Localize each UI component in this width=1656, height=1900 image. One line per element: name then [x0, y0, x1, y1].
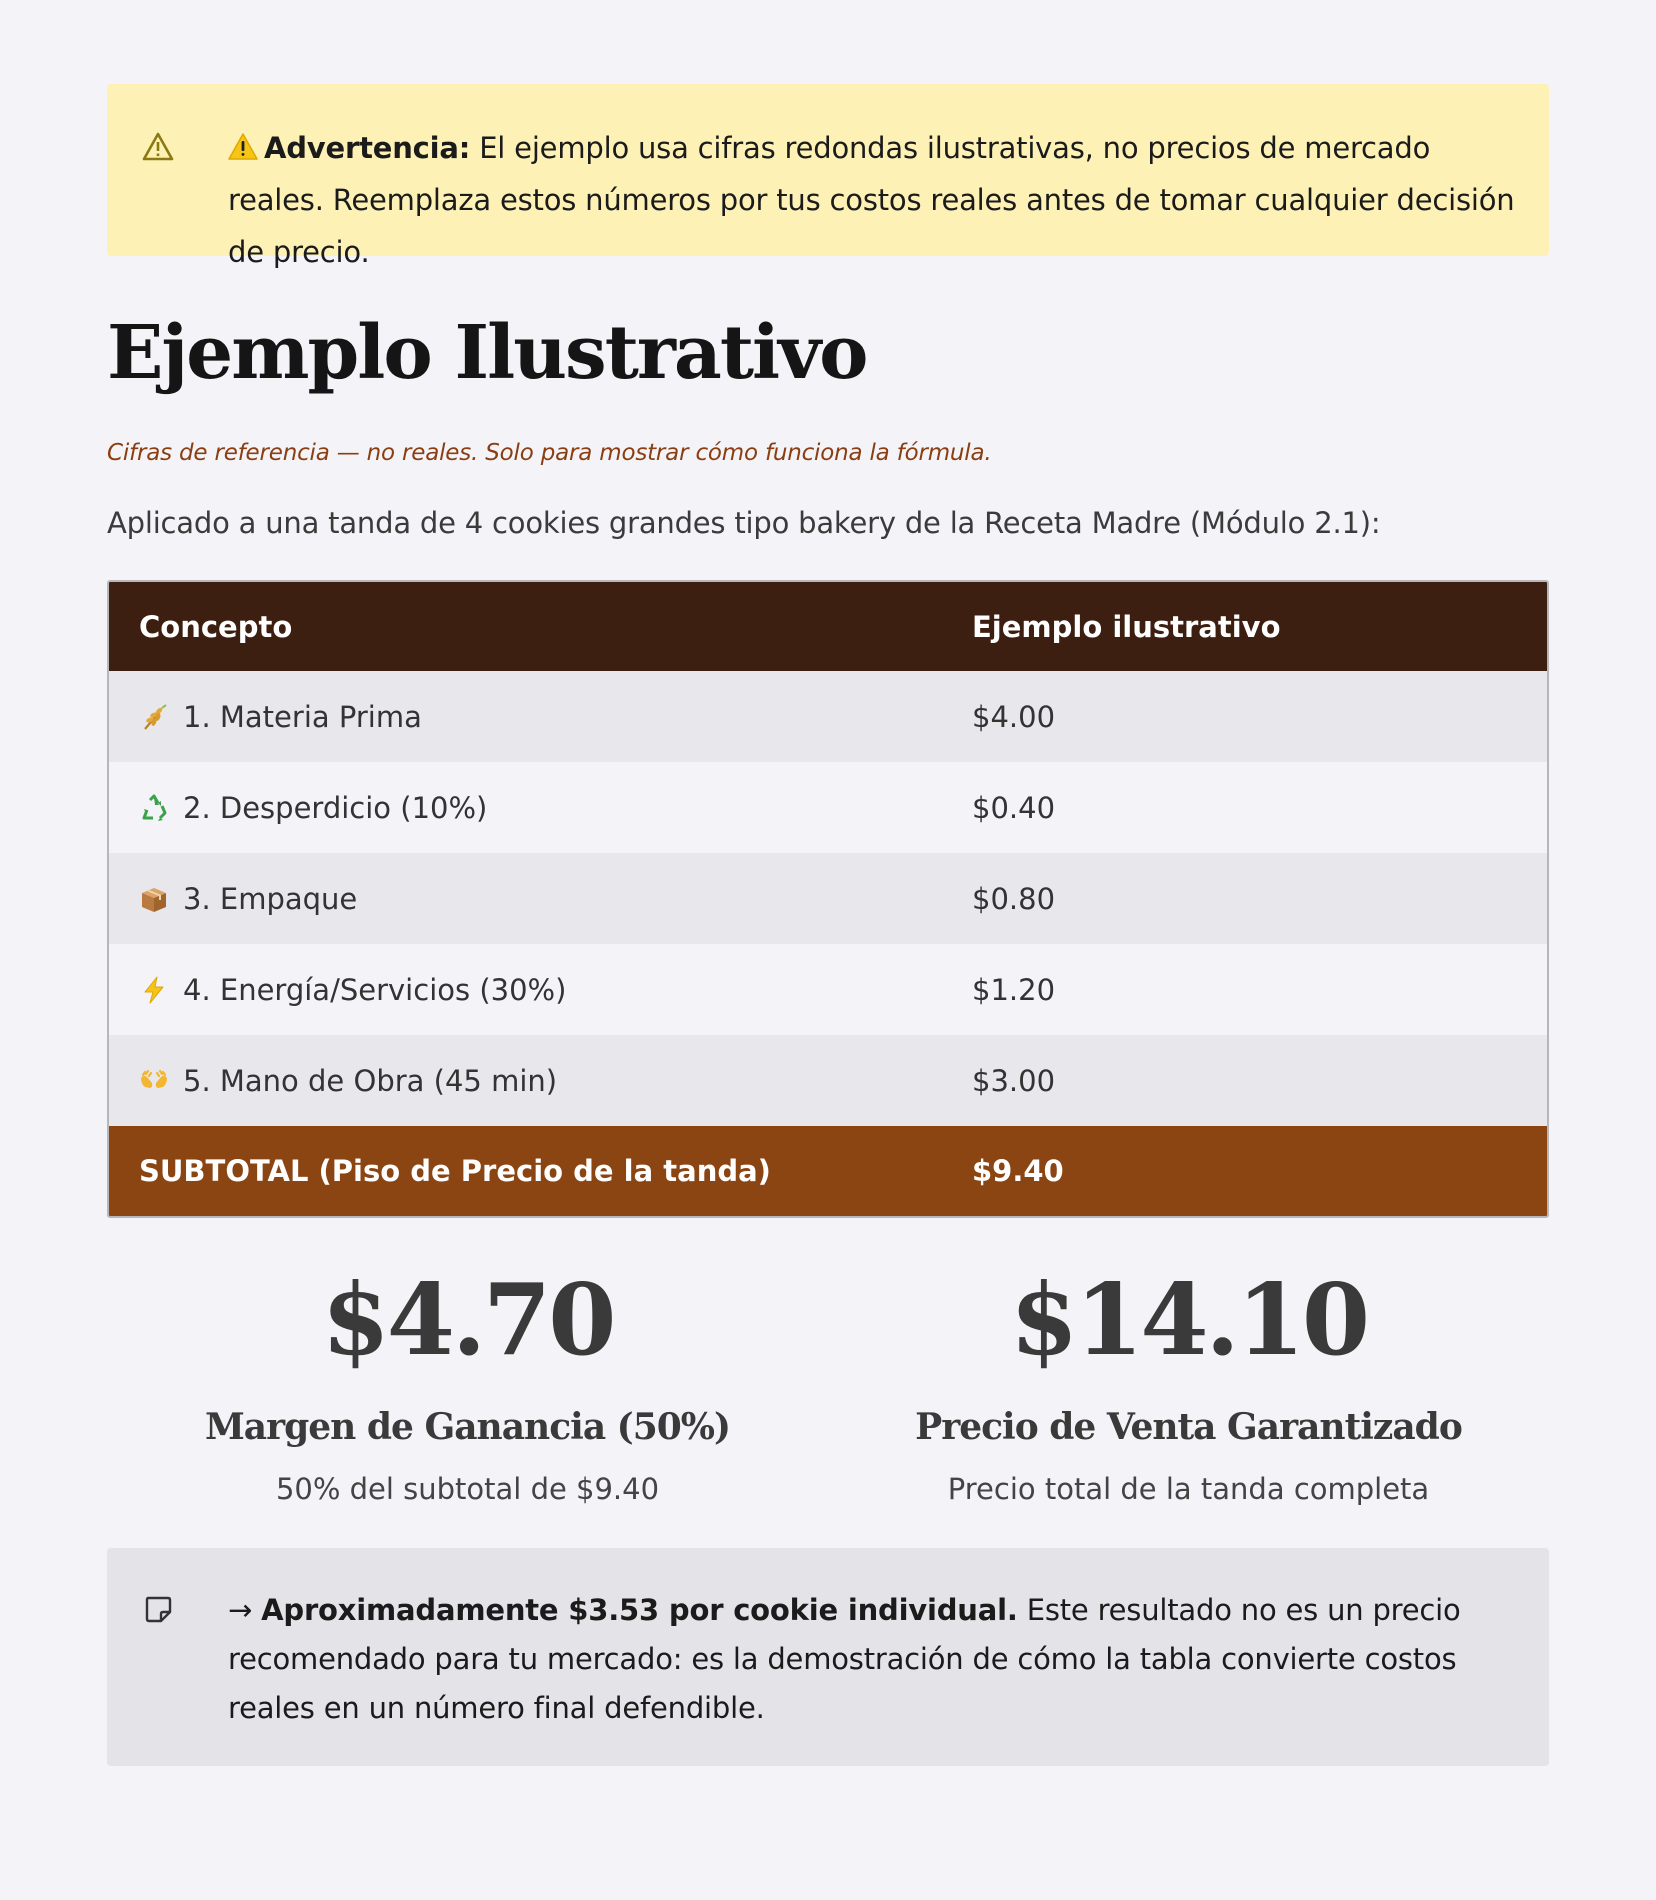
warning-body: El ejemplo usa cifras redondas ilustrativas, no precios de mercado reales. Reemplaza estos números por tus costos reales antes de tomar cualquier decisión de precio. [228, 131, 1515, 269]
cost-table [107, 580, 1549, 1218]
warning-label: Advertencia: [264, 131, 471, 165]
wheat-icon [139, 702, 169, 732]
stat-margin [107, 1263, 828, 1506]
stat-label: Margen de Ganancia (50%) [204, 1406, 731, 1448]
row-concept: 4. Energía/Servicios (30%) [183, 972, 567, 1007]
row-concept: 5. Mano de Obra (45 min) [183, 1063, 558, 1098]
hands-icon [139, 1066, 169, 1096]
column-header-ejemplo: Ejemplo ilustrativo [972, 609, 1281, 644]
intro-text: Aplicado a una tanda de 4 cookies grandes tipo bakery de la Receta Madre (Módulo 2.1): [107, 506, 1381, 540]
warning-callout [107, 84, 1549, 269]
row-value: $4.00 [972, 699, 1056, 734]
row-concept: 3. Empaque [183, 881, 358, 916]
warning-text [228, 122, 1519, 278]
note-icon [143, 1594, 173, 1624]
note-callout [107, 1548, 1549, 1766]
total-concept: SUBTOTAL (Piso de Precio de la tanda) [139, 1154, 771, 1188]
total-value: $9.40 [972, 1154, 1064, 1188]
stat-value: $14.10 [1009, 1263, 1368, 1378]
row-value: $0.40 [972, 790, 1056, 825]
row-value: $1.20 [972, 972, 1056, 1007]
lightning-icon [139, 975, 169, 1005]
package-icon [139, 884, 169, 914]
row-concept: 1. Materia Prima [183, 699, 422, 734]
table-row [109, 853, 1547, 944]
warning-triangle-icon [141, 130, 175, 164]
row-value: $3.00 [972, 1063, 1056, 1098]
reference-note: Cifras de referencia — no reales. Solo para mostrar cómo funciona la fórmula. [107, 440, 992, 466]
stat-value: $4.70 [321, 1263, 614, 1378]
stat-subtext: 50% del subtotal de $9.40 [275, 1472, 660, 1506]
table-row [109, 671, 1547, 762]
table-total-row [109, 1126, 1547, 1216]
stat-label: Precio de Venta Garantizado [915, 1406, 1462, 1448]
note-text [228, 1586, 1519, 1733]
column-header-concepto: Concepto [139, 609, 293, 644]
note-body: Este resultado no es un precio recomendado para tu mercado: es la demostración de cómo la tabla convierte costos reales en un número final defendible. [228, 1593, 1461, 1725]
table-row [109, 1035, 1547, 1126]
arrow-icon: → [228, 1593, 253, 1627]
note-bold: Aproximadamente $3.53 por cookie individual. [261, 1593, 1018, 1627]
recycle-icon [139, 793, 169, 823]
stats-section [107, 1263, 1549, 1506]
page [107, 0, 1549, 1766]
row-value: $0.80 [972, 881, 1056, 916]
row-concept: 2. Desperdicio (10%) [183, 790, 488, 825]
table-header-row [109, 582, 1547, 671]
table-row [109, 944, 1547, 1035]
stat-sale-price [828, 1263, 1549, 1506]
page-title: Ejemplo Ilustrativo [107, 310, 867, 396]
table-row [109, 762, 1547, 853]
stat-subtext: Precio total de la tanda completa [947, 1472, 1430, 1506]
warning-emoji-icon [228, 132, 258, 162]
